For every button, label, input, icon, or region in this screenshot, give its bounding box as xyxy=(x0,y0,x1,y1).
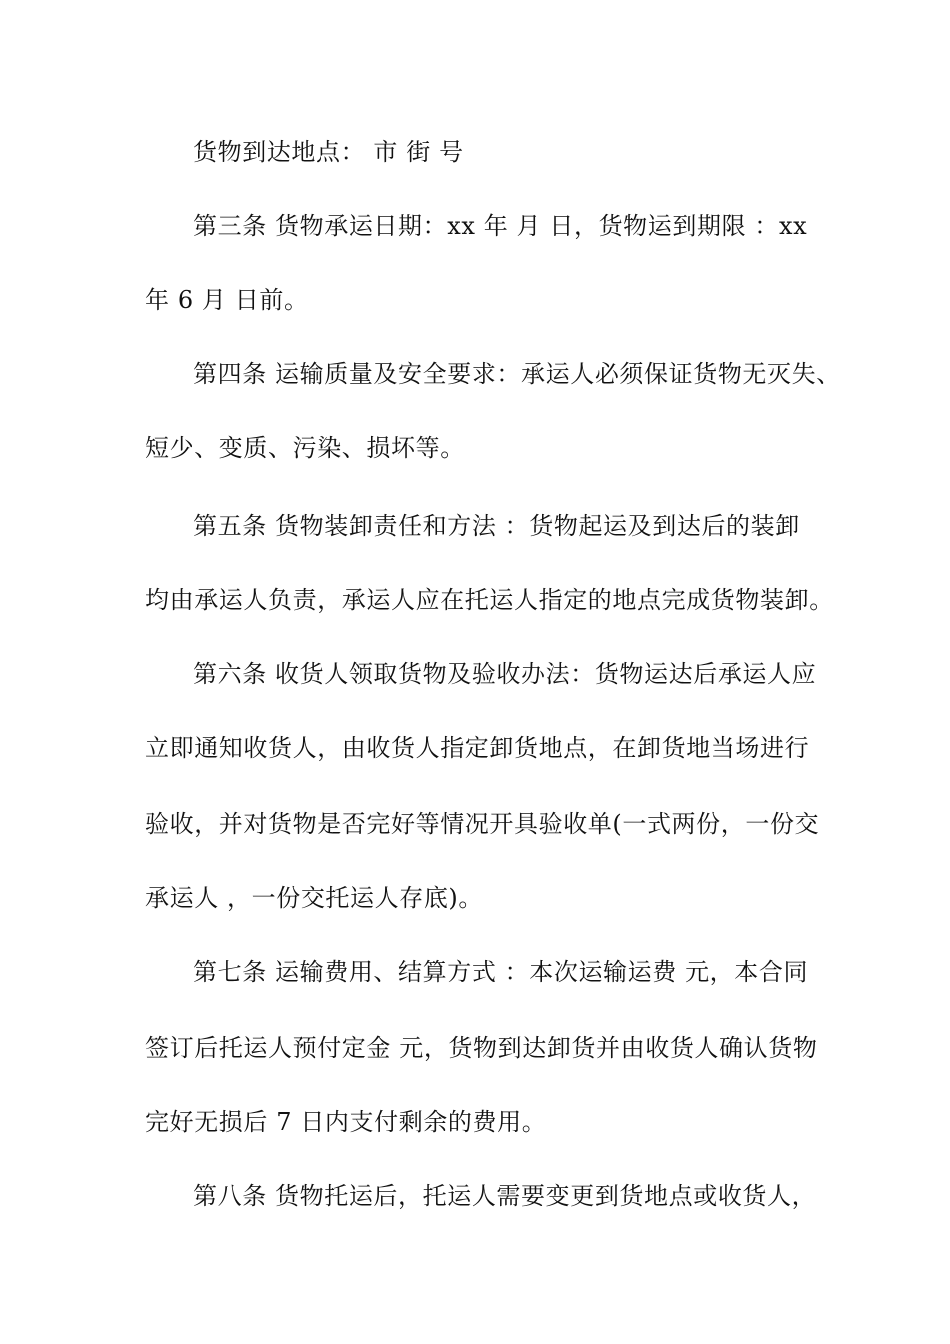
text-line-article-6-cont-2: 验收，并对货物是否完好等情况开具验收单(一式两份，一份交 xyxy=(145,810,820,838)
text-line-article-6-cont-3: 承运人 ，一份交托运人存底)。 xyxy=(145,884,483,912)
text-line-article-5-cont: 均由承运人负责，承运人应在托运人指定的地点完成货物装卸。 xyxy=(145,586,834,614)
text-line-arrival-place: 货物到达地点： 市 街 号 xyxy=(193,138,464,166)
text-line-article-7: 第七条 运输费用、结算方式 ：本次运输运费 元，本合同 xyxy=(193,958,809,986)
text-line-article-3-cont: 年 6 月 日前。 xyxy=(145,286,309,314)
text-line-article-4: 第四条 运输质量及安全要求：承运人必须保证货物无灭失、 xyxy=(193,360,841,388)
text-line-article-4-cont: 短少、变质、污染、损坏等。 xyxy=(145,434,465,462)
text-line-article-7-cont-2: 完好无损后 7 日内支付剩余的费用。 xyxy=(145,1108,547,1136)
text-line-article-6-cont-1: 立即通知收货人，由收货人指定卸货地点，在卸货地当场进行 xyxy=(145,734,810,762)
text-line-article-8: 第八条 货物托运后，托运人需要变更到货地点或收货人， xyxy=(193,1182,817,1210)
text-line-article-6: 第六条 收货人领取货物及验收办法：货物运达后承运人应 xyxy=(193,660,817,688)
text-line-article-5: 第五条 货物装卸责任和方法 ：货物起运及到达后的装卸 xyxy=(193,512,800,540)
text-line-article-3: 第三条 货物承运日期：xx 年 月 日，货物运到期限 ：xx xyxy=(193,212,808,240)
text-line-article-7-cont-1: 签订后托运人预付定金 元，货物到达卸货并由收货人确认货物 xyxy=(145,1034,818,1062)
